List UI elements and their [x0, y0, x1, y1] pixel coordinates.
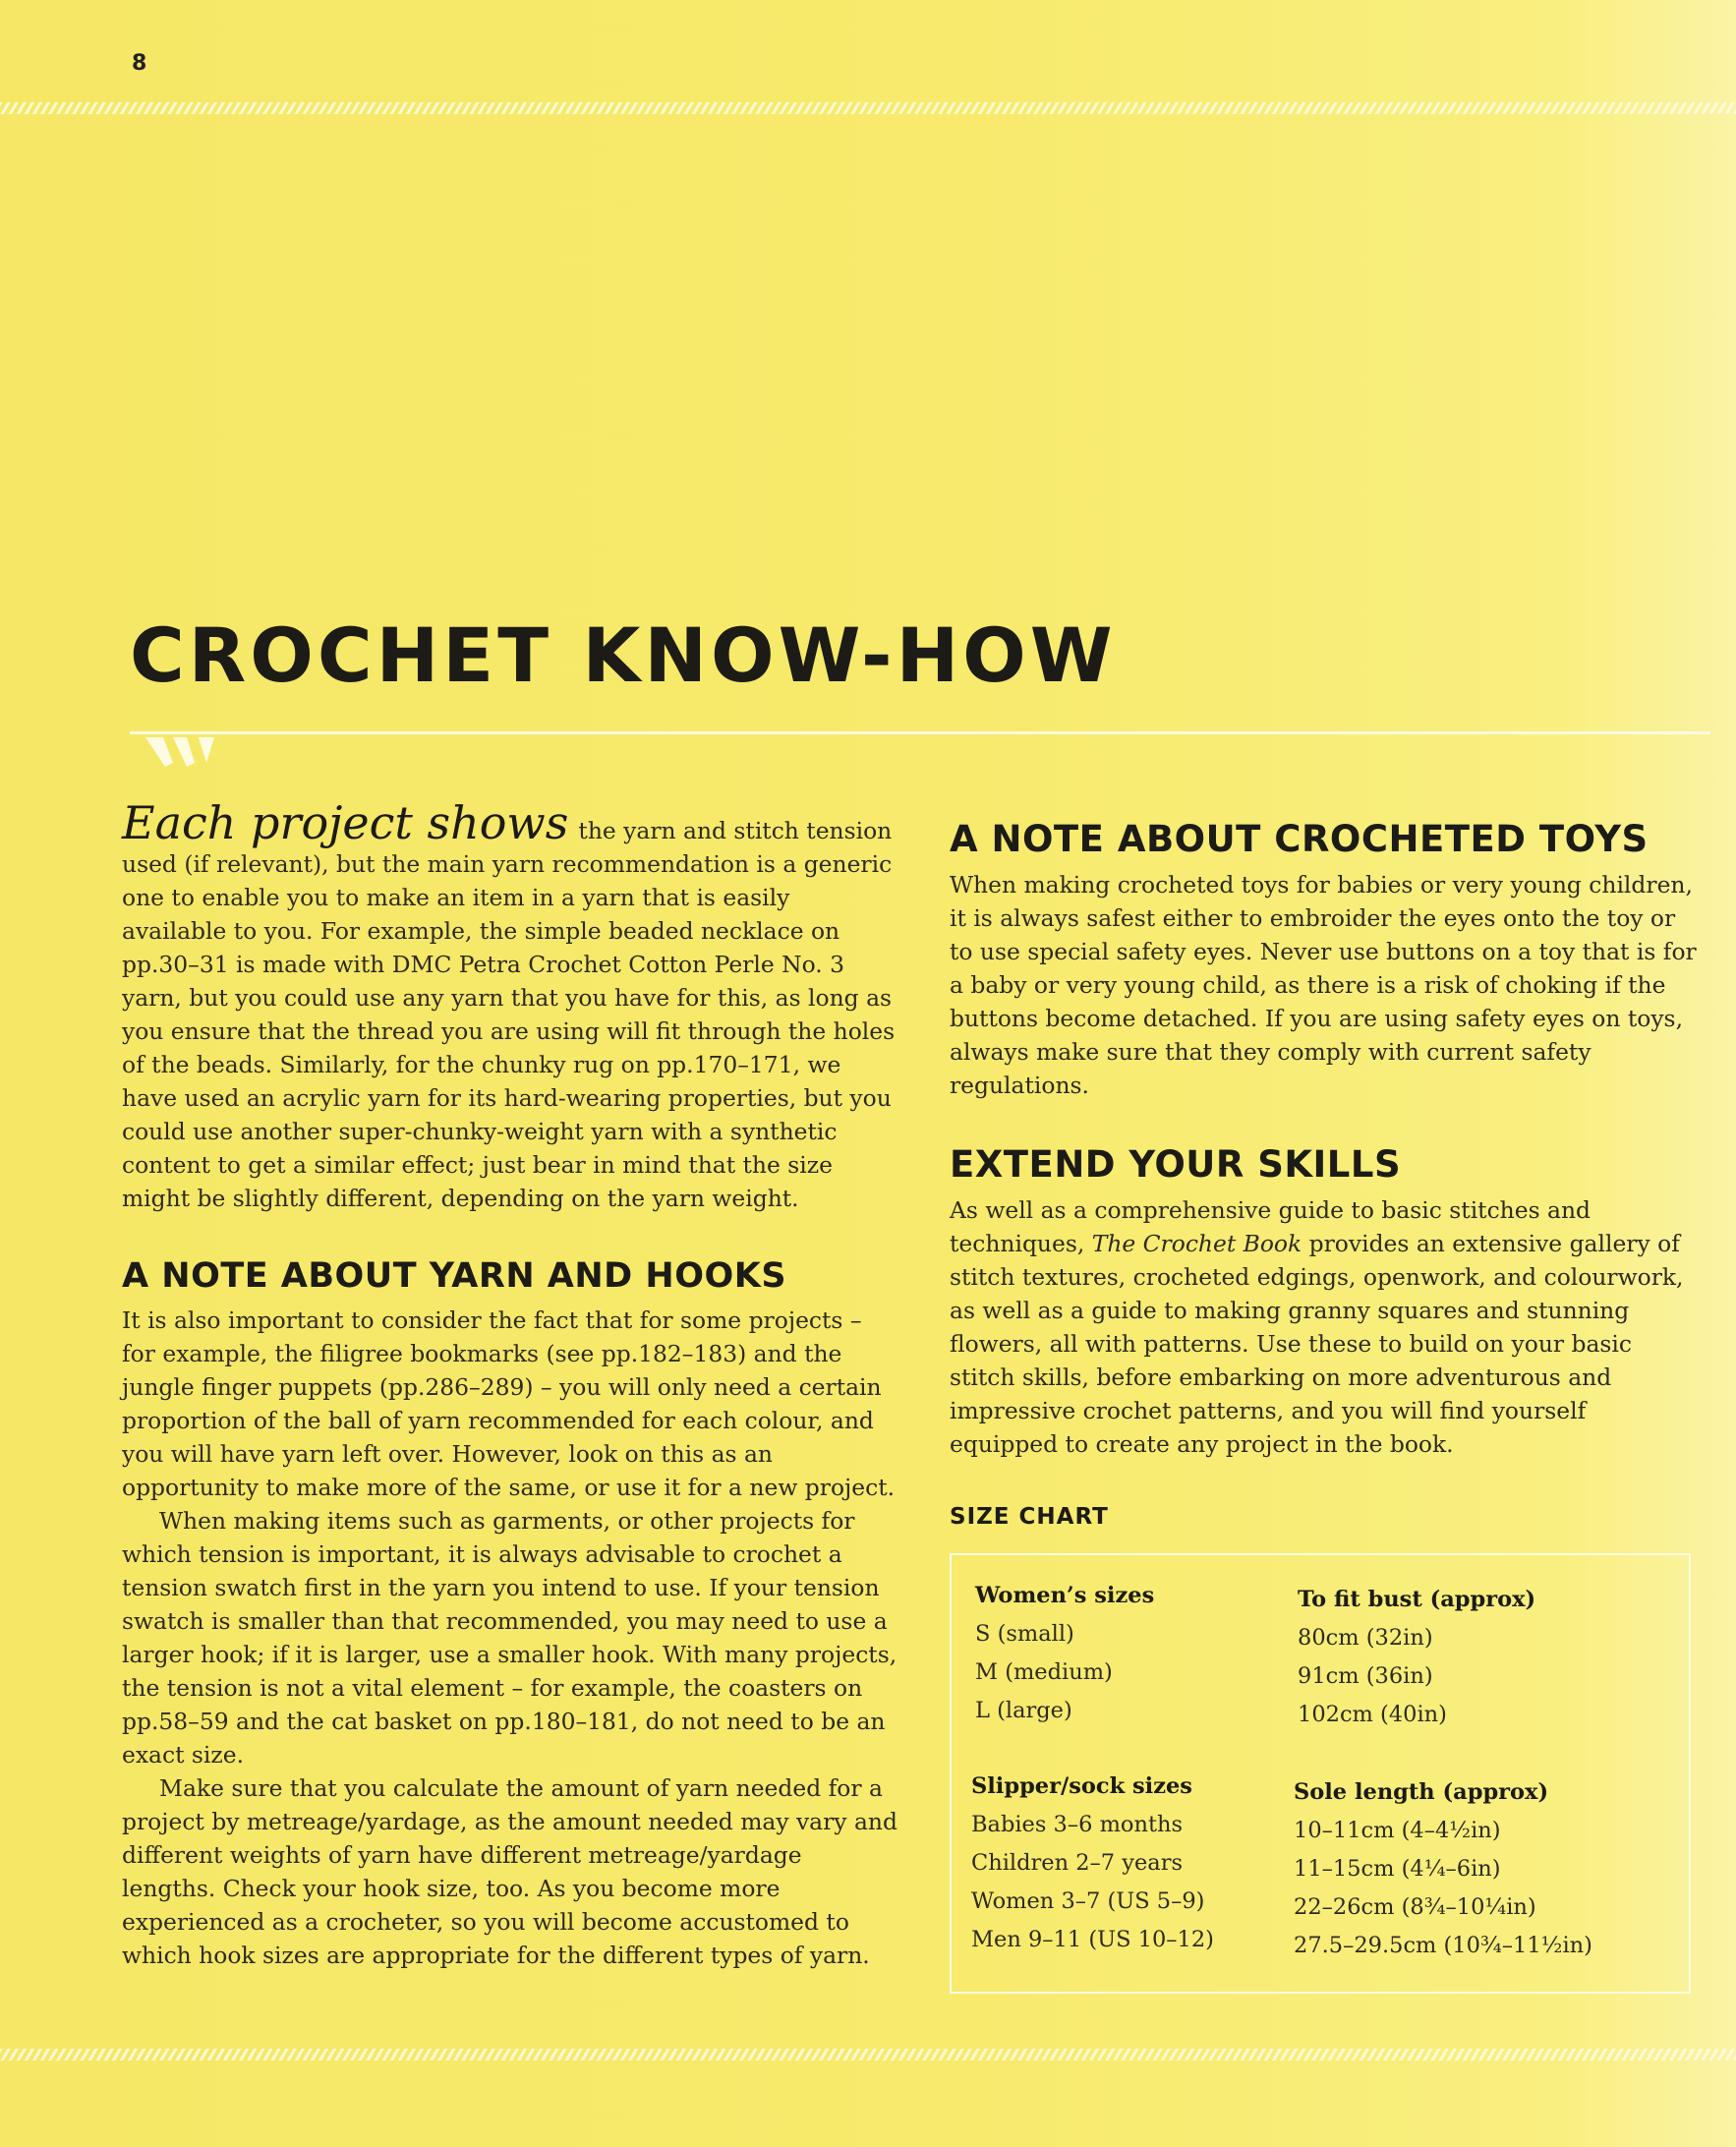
top-wavy-rule [0, 102, 1736, 114]
bottom-wavy-rule [0, 2049, 1736, 2060]
size-cell: 11–15cm (4¼–6in) [1294, 1856, 1501, 1882]
slipper-sizes-header: Slipper/sock sizes [971, 1773, 1192, 1799]
intro-paragraph [122, 796, 898, 1215]
sole-length-header: Sole length (approx) [1294, 1779, 1549, 1805]
page-title: CROCHET KNOW-HOW [130, 611, 1117, 699]
womens-sizes-column [975, 1577, 1154, 1730]
skills-heading: EXTEND YOUR SKILLS [950, 1143, 1402, 1186]
slipper-sizes-column [971, 1768, 1214, 1959]
size-cell: M (medium) [975, 1659, 1113, 1685]
yarn-hooks-paragraph-3: Make sure that you calculate the amount of yarn needed for a project by metreage/yardage, as the amount needed may vary and different weights of yarn have different metreage/yardage lengths. Check your hook size, too. As you become more experienced as a crocheter, so you will become accustomed to which hook sizes are appropriate for the different types of yarn. [122, 1774, 897, 1969]
size-cell: Men 9–11 (US 10–12) [971, 1927, 1214, 1952]
size-cell: L (large) [975, 1698, 1072, 1723]
toys-heading: A NOTE ABOUT CROCHETED TOYS [950, 818, 1649, 860]
skills-text-after: provides an extensive gallery of stitch textures, crocheted edgings, openwork, and colourwork, as well as a guide to making granny squares and stunning flowers, all with patterns. Use these to build on your basic stitch skills, before embarking on more adventurous and impressive crochet patterns, and you will find yourself equipped to create any project in the book. [950, 1230, 1684, 1458]
sole-length-column [1294, 1773, 1592, 1965]
size-cell: Babies 3–6 months [971, 1812, 1184, 1837]
bust-header: To fit bust (approx) [1298, 1587, 1536, 1612]
size-cell: 10–11cm (4–4½in) [1294, 1818, 1501, 1843]
size-cell: S (small) [975, 1621, 1074, 1647]
size-chart-title: SIZE CHART [950, 1504, 1109, 1530]
book-title: The Crochet Book [1091, 1230, 1302, 1257]
size-cell: 91cm (36in) [1298, 1663, 1433, 1689]
size-cell: 80cm (32in) [1298, 1625, 1433, 1651]
yarn-hooks-paragraph-2: When making items such as garments, or other projects for which tension is important, it is always advisable to crochet a tension swatch first in the yarn you intend to use. If your tension swatch is smaller than that recommended, you may need to use a larger hook; if it is larger, use a smaller hook. With many projects, the tension is not a vital element – for example, the coasters on pp.58–59 and the cat basket on pp.180–181, do not need to be an exact size. [122, 1507, 897, 1769]
toys-paragraph: When making crocheted toys for babies or very young children, it is always safest either to embroider the eyes onto the toy or to use special safety eyes. Never use buttons on a toy that is for a baby or very young child, as there is a risk of choking if the buttons become detached. If you are using safety eyes on toys, always make sure that they comply with current safety regulations. [950, 871, 1697, 1099]
size-chart-table [950, 1553, 1691, 1994]
page-number: 8 [132, 51, 147, 76]
intro-text: the yarn and stitch tension used (if relevant), but the main yarn recommendation is a generic one to enable you to make an item in a yarn that is easily available to you. For example, the simple beaded necklace on pp.30–31 is made with DMC Petra Crochet Cotton Perle No. 3 yarn, but you could use any yarn that you have for this, as long as you ensure that the thread you are using will fit through the holes of the beads. Similarly, for the chunky rug on pp.170–171, we have used an acrylic yarn for its hard-wearing properties, but you could use another super-chunky-weight yarn with a synthetic content to get a similar effect; just bear in mind that the size might be slightly different, depending on the yarn weight. [122, 817, 896, 1212]
title-rule [130, 731, 1710, 734]
bust-column [1298, 1581, 1535, 1734]
size-cell: 102cm (40in) [1298, 1702, 1447, 1727]
womens-sizes-header: Women’s sizes [975, 1583, 1155, 1608]
skills-text-before: As well as a comprehensive guide to basic stitches and techniques, [950, 1196, 1591, 1257]
size-cell: Children 2–7 years [971, 1850, 1183, 1876]
size-cell: 27.5–29.5cm (10¾–11½in) [1294, 1933, 1592, 1958]
yarn-hooks-paragraph-1: It is also important to consider the fact that for some projects – for example, the filigree bookmarks (see pp.182–183) and the jungle finger puppets (pp.286–289) – you will only need a certain proportion of the ball of yarn recommended for each colour, and you will have yarn left over. However, look on this as an opportunity to make more of the same, or use it for a new project. [122, 1306, 896, 1501]
quote-icon [144, 733, 226, 769]
intro-lead: Each project shows [122, 796, 569, 849]
right-column [950, 812, 1697, 1994]
yarn-hooks-heading: A NOTE ABOUT YARN AND HOOKS [122, 1256, 787, 1296]
size-cell: 22–26cm (8¾–10¼in) [1294, 1894, 1536, 1920]
skills-paragraph [950, 1193, 1697, 1461]
size-cell: Women 3–7 (US 5–9) [971, 1888, 1205, 1914]
left-column [122, 796, 898, 1972]
